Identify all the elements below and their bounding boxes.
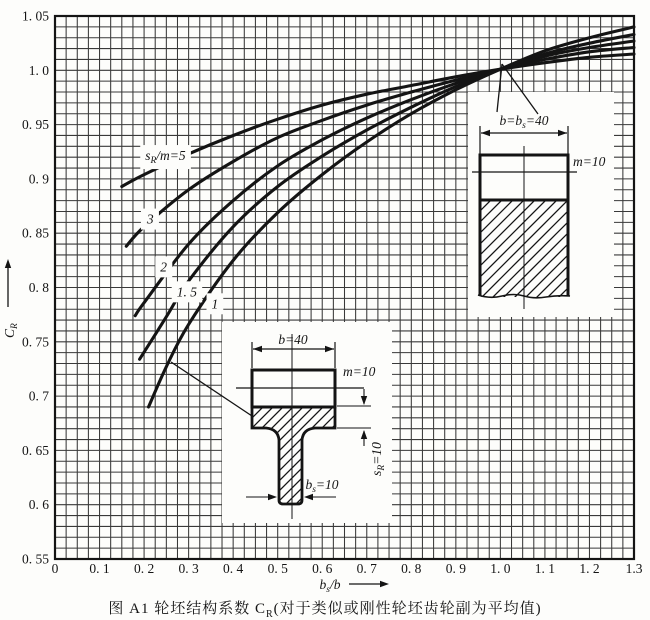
dimension-m-label: m=10 <box>573 154 606 169</box>
x-axis-label: $b_s/b$ <box>319 577 341 595</box>
x-tick-label: 0. 9 <box>445 561 466 576</box>
caption-subscript: R <box>265 609 274 620</box>
y-tick-label: 0. 65 <box>22 442 49 458</box>
y-axis-title-text <box>2 323 20 338</box>
curve-label-group <box>141 209 159 230</box>
dimension-b-label: b=40 <box>278 332 308 347</box>
x-tick-label: 0. 4 <box>223 561 244 576</box>
curve-label-group <box>172 281 203 302</box>
curve-label-group <box>140 145 191 169</box>
y-tick-label: 0. 85 <box>22 225 49 241</box>
dimension-bs-label: $b_s=10$ <box>305 477 339 495</box>
caption-text: 图 A1 轮坯结构系数 C <box>108 601 266 617</box>
x-tick-label: 0. 2 <box>133 561 155 576</box>
caption-text: (对于类似或刚性轮坯齿轮副为平均值) <box>273 601 542 617</box>
arrowhead-icon <box>5 259 11 268</box>
hatch-line <box>382 199 481 298</box>
x-tick-label: 0. 6 <box>312 561 333 576</box>
curve-label: 2 <box>160 259 168 275</box>
y-axis-label: $C_R$ <box>2 323 20 338</box>
x-axis-tick-labels <box>52 561 643 576</box>
curve-label-group <box>155 256 172 277</box>
x-tick-label: 1.3 <box>625 561 643 576</box>
x-tick-label: 0 <box>51 561 59 576</box>
curve-label: 1 <box>211 296 219 312</box>
x-axis-title <box>320 577 389 595</box>
arrowhead-icon <box>380 581 389 587</box>
figure-caption <box>0 597 650 620</box>
curve-label: 3 <box>146 211 154 227</box>
y-tick-label: 0. 9 <box>28 171 49 187</box>
x-tick-label: 0. 1 <box>89 561 110 576</box>
curve-label: 1. 5 <box>176 284 197 300</box>
x-tick-label: 0. 8 <box>401 561 422 576</box>
x-tick-label: 0. 5 <box>267 561 288 576</box>
y-tick-label: 1. 05 <box>22 8 49 24</box>
x-tick-label: 0. 7 <box>356 561 377 576</box>
y-axis-tick-labels <box>22 9 49 567</box>
y-tick-label: 0. 7 <box>28 388 49 404</box>
y-tick-label: 0. 6 <box>28 497 49 513</box>
y-axis-title <box>2 259 20 338</box>
y-tick-label: 0. 8 <box>28 280 49 295</box>
curve-label-group <box>207 293 224 314</box>
y-tick-label: 0. 55 <box>22 551 49 567</box>
x-tick-label: 0. 3 <box>178 561 199 576</box>
x-tick-label: 1. 0 <box>490 561 511 576</box>
y-tick-label: 0. 95 <box>22 117 49 133</box>
x-tick-label: 1. 2 <box>579 561 600 576</box>
y-tick-label: 1. 0 <box>28 62 49 78</box>
y-tick-label: 0. 75 <box>22 334 49 350</box>
dimension-b-label: $b=b_s=40$ <box>499 113 549 131</box>
x-tick-label: 1. 1 <box>534 561 556 576</box>
dimension-m-label: m=10 <box>343 364 376 379</box>
dimension-sr-label: $s_R=10$ <box>369 442 387 476</box>
curve-label: $s_R/m=5$ <box>145 148 186 167</box>
